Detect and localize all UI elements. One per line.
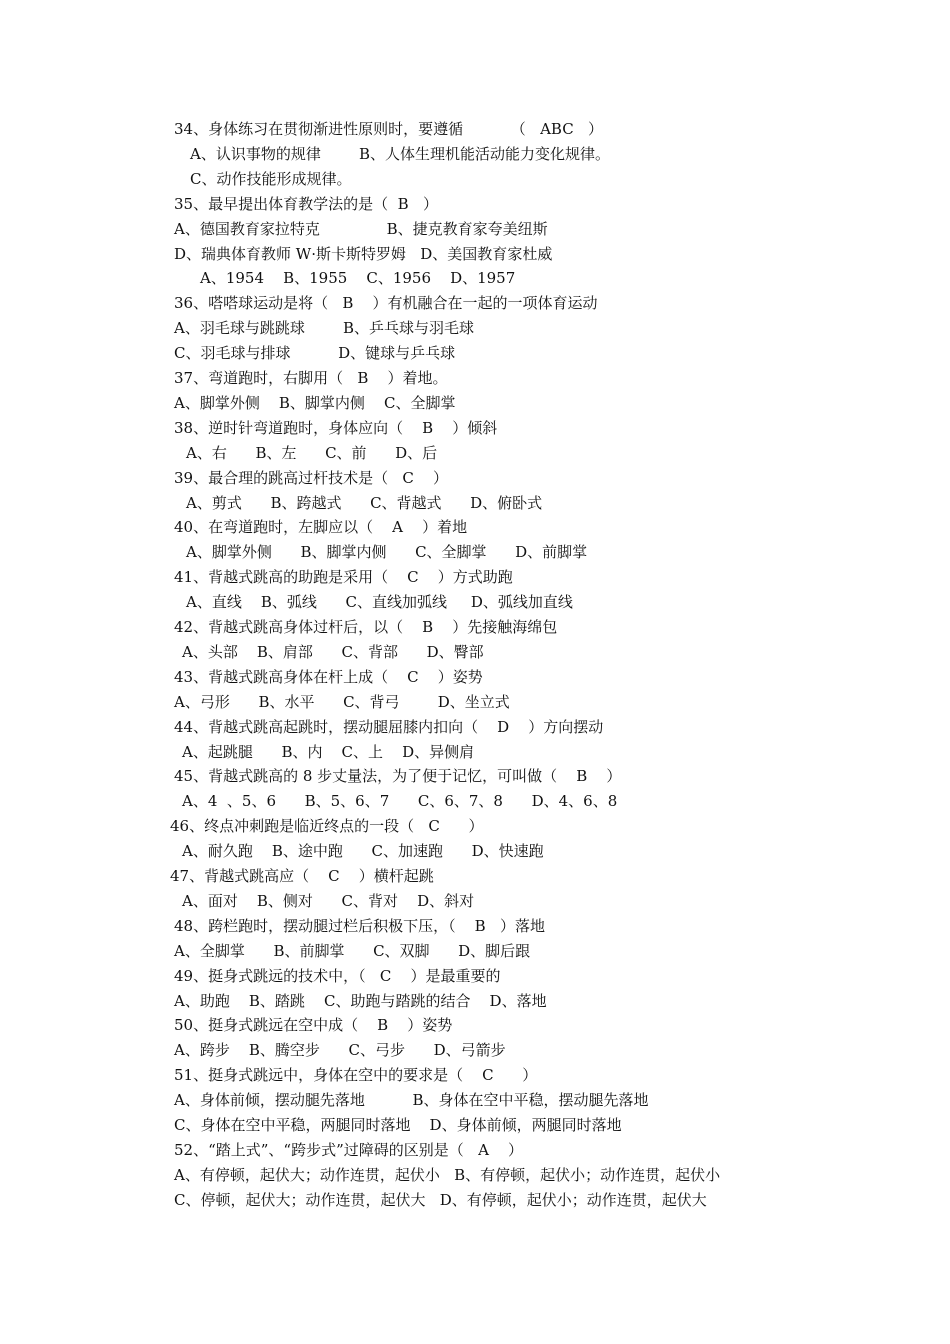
text-line: A、有停顿，起伏大；动作连贯，起伏小 B、有停顿，起伏小；动作连贯，起伏小 — [174, 1165, 721, 1184]
text-line: A、剪式 B、跨越式 C、背越式 D、俯卧式 — [186, 493, 543, 512]
text-line: D、瑞典体育教师 W·斯卡斯特罗姆 D、美国教育家杜威 — [174, 244, 553, 263]
text-line: 34、身体练习在贯彻渐进性原则时，要遵循 （ ABC ） — [174, 120, 603, 138]
text-line: A、脚掌外侧 B、脚掌内侧 C、全脚掌 D、前脚掌 — [186, 543, 588, 562]
text-line: 37、弯道跑时，右脚用（ B ）着地。 — [174, 369, 448, 387]
text-line: 52、“踏上式”、“跨步式”过障碍的区别是（ A ） — [174, 1140, 523, 1159]
text-line: 42、背越式跳高身体过杆后，以（ B ）先接触海绵包 — [174, 618, 558, 636]
text-line: A、认识事物的规律 B、人体生理机能活动能力变化规律。 — [190, 144, 611, 163]
text-line: A、羽毛球与跳跳球 B、乒乓球与羽毛球 — [174, 319, 475, 338]
text-line: C、动作技能形成规律。 — [190, 169, 352, 188]
text-line: A、全脚掌 B、前脚掌 C、双脚 D、脚后跟 — [174, 941, 531, 960]
text-line: 43、背越式跳高身体在杆上成（ C ）姿势 — [174, 667, 483, 686]
text-line: A、直线 B、弧线 C、直线加弧线 D、弧线加直线 — [186, 593, 573, 612]
text-line: A、助跑 B、踏跳 C、助跑与踏跳的结合 D、落地 — [174, 991, 547, 1010]
text-line: A、脚掌外侧 B、脚掌内侧 C、全脚掌 — [174, 393, 456, 412]
text-line: 38、逆时针弯道跑时，身体应向（ B ）倾斜 — [174, 418, 498, 437]
text-line: 48、跨栏跑时，摆动腿过栏后积极下压，（ B ）落地 — [174, 916, 545, 935]
text-line: 44、背越式跳高起跳时，摆动腿屈膝内扣向（ D ）方向摆动 — [174, 717, 604, 736]
text-line: 39、最合理的跳高过杆技术是（ C ） — [174, 468, 448, 487]
text-line: 35、最早提出体育教学法的是（ B ） — [174, 194, 438, 213]
text-line: A、4 、5、6 B、5、6、7 C、6、7、8 D、4、6、8 — [182, 792, 618, 811]
text-line: A、耐久跑 B、途中跑 C、加速跑 D、快速跑 — [182, 842, 544, 861]
text-line: A、弓形 B、水平 C、背弓 D、坐立式 — [174, 692, 510, 711]
text-line: 49、挺身式跳远的技术中，（ C ）是最重要的 — [174, 966, 501, 985]
text-line: 36、嗒嗒球运动是将（ B ）有机融合在一起的一项体育运动 — [174, 294, 598, 313]
text-line: C、身体在空中平稳，两腿同时落地 D、身体前倾，两腿同时落地 — [174, 1116, 622, 1134]
text-line: 45、背越式跳高的 8 步丈量法，为了便于记忆，可叫做（ B ） — [174, 767, 622, 786]
text-line: A、右 B、左 C、前 D、后 — [186, 443, 438, 462]
text-line: A、跨步 B、腾空步 C、弓步 D、弓箭步 — [174, 1041, 506, 1060]
text-line: 41、背越式跳高的助跑是采用（ C ）方式助跑 — [174, 568, 513, 587]
text-line: A、起跳腿 B、内 C、上 D、异侧肩 — [182, 742, 475, 761]
text-line: A、德国教育家拉特克 B、捷克教育家夸美纽斯 — [174, 219, 548, 238]
text-line: C、羽毛球与排球 D、键球与乒乓球 — [174, 344, 456, 363]
text-line: 51、挺身式跳远中，身体在空中的要求是（ C ） — [174, 1066, 538, 1085]
text-line: 47、背越式跳高应（ C ）横杆起跳 — [170, 867, 434, 885]
text-line: 46、终点冲刺跑是临近终点的一段（ C ） — [170, 817, 484, 836]
text-line: A、1954 B、1955 C、1956 D、1957 — [200, 269, 516, 288]
text-line: C、停顿，起伏大；动作连贯，起伏大 D、有停顿，起伏小；动作连贯，起伏大 — [174, 1190, 707, 1209]
text-line: 40、在弯道跑时，左脚应以（ A ）着地 — [174, 518, 468, 537]
text-line: A、面对 B、侧对 C、背对 D、斜对 — [182, 891, 475, 910]
text-line: 50、挺身式跳远在空中成（ B ）姿势 — [174, 1016, 453, 1035]
text-line: A、头部 B、肩部 C、背部 D、臀部 — [182, 642, 484, 661]
text-line: A、身体前倾，摆动腿先落地 B、身体在空中平稳，摆动腿先落地 — [174, 1091, 649, 1110]
